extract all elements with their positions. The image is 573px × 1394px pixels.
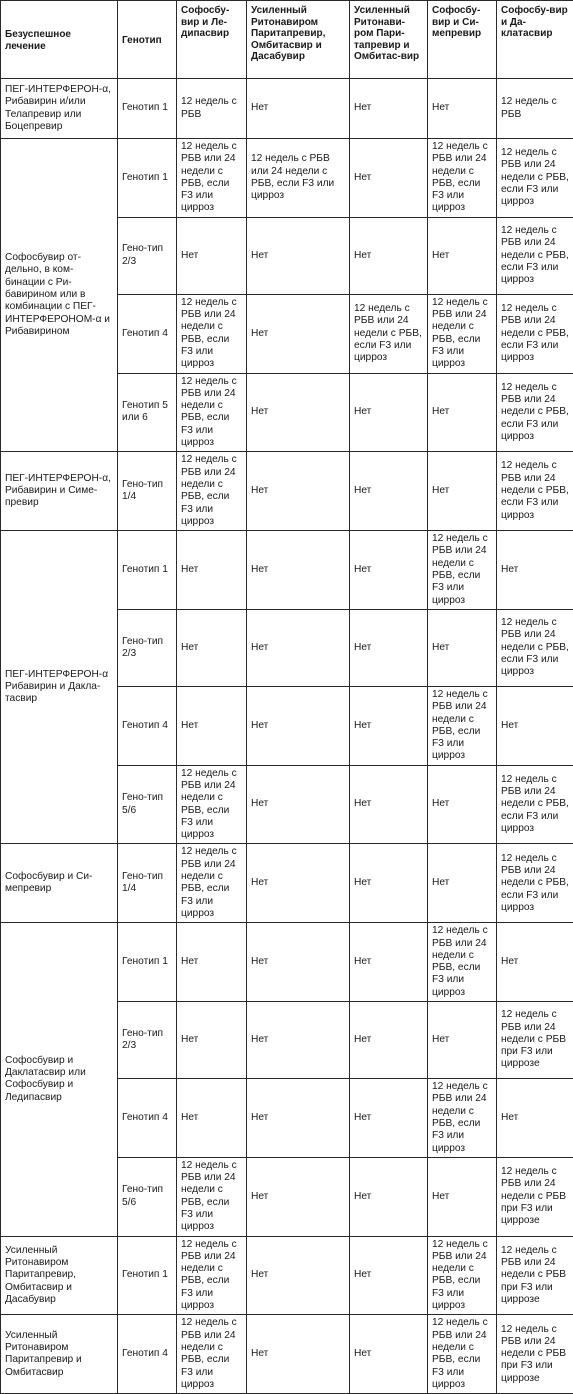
regimen-cell: Нет [177,686,247,765]
genotype-cell: Гено-тип 2/3 [118,1002,177,1079]
regimen-cell: Нет [428,844,497,923]
table-body [1,79,573,1394]
regimen-cell: Нет [177,1002,247,1079]
table-row [1,452,573,531]
regimen-cell: Нет [247,452,350,531]
failed-treatment-cell: ПЕГ-ИНТЕРФЕРОН-α, Рибавирин и Симе-превир [1,452,118,531]
header-sofosbuvir-daclatasvir: Софосбу-вир и Да-клатасвир [497,1,573,79]
table-row [1,844,573,923]
table-row [1,1236,573,1315]
genotype-cell: Генотип 1 [118,923,177,1002]
genotype-cell: Генотип 4 [118,1079,177,1158]
regimen-cell: Нет [428,1157,497,1236]
regimen-cell: 12 недель с РБВ или 24 недели с РБВ при F3 или циррозе [497,1157,573,1236]
failed-treatment-cell: Софосбувир и Си-мепревир [1,844,118,923]
regimen-cell: 12 недель с РБВ или 24 недели с РБВ при F3 или циррозе [497,1315,573,1394]
regimen-cell: Нет [497,686,573,765]
header-paritaprevir-ombitasvir-dasabuvir: Усиленный Ритонавиром Паритапревир, Омбитасвир и Дасабувир [247,1,350,79]
table-row [1,79,573,139]
genotype-cell: Генотип 5 или 6 [118,373,177,452]
regimen-cell: Нет [177,609,247,686]
regimen-cell: 12 недель с РБВ или 24 недели с РБВ при F3 или циррозе [497,1002,573,1079]
regimen-cell: 12 недель с РБВ или 24 недели с РБВ, если F3 или цирроз [428,1079,497,1158]
regimen-cell: Нет [350,686,428,765]
regimen-cell: Нет [350,609,428,686]
regimen-cell: Нет [497,923,573,1002]
regimen-cell: Нет [497,1079,573,1158]
header-row [1,1,573,79]
regimen-cell: 12 недель с РБВ или 24 недели с РБВ, если F3 или цирроз [497,217,573,294]
regimen-cell: Нет [177,923,247,1002]
regimen-cell: Нет [247,609,350,686]
regimen-cell: 12 недель с РБВ или 24 недели с РБВ, если F3 или цирроз [428,294,497,373]
regimen-cell: 12 недель с РБВ или 24 недели с РБВ, если F3 или цирроз [428,923,497,1002]
regimen-cell: 12 недель с РБВ или 24 недели с РБВ, если F3 или цирроз [497,294,573,373]
regimen-cell: 12 недель с РБВ или 24 недели с РБВ при F3 или циррозе [497,1236,573,1315]
regimen-cell: 12 недель с РБВ или 24 недели с РБВ, если F3 или цирроз [177,294,247,373]
regimen-cell: Нет [247,1315,350,1394]
genotype-cell: Генотип 1 [118,531,177,610]
regimen-cell: 12 недель с РБВ или 24 недели с РБВ, если F3 или цирроз [177,844,247,923]
regimen-cell: Нет [350,1236,428,1315]
regimen-cell: 12 недель с РБВ или 24 недели с РБВ, если F3 или цирроз [177,1236,247,1315]
regimen-cell: 12 недель с РБВ или 24 недели с РБВ, если F3 или цирроз [177,1157,247,1236]
regimen-cell: Нет [247,686,350,765]
regimen-cell: Нет [177,531,247,610]
genotype-cell: Генотип 1 [118,1236,177,1315]
regimen-cell: 12 недель с РБВ или 24 недели с РБВ, если F3 или цирроз [350,294,428,373]
genotype-cell: Генотип 1 [118,79,177,139]
genotype-cell: Гено-тип 1/4 [118,844,177,923]
regimen-cell: 12 недель с РБВ или 24 недели с РБВ, если F3 или цирроз [177,452,247,531]
header-failed-treatment: Безуспешное лечение [1,1,118,79]
regimen-cell: 12 недель с РБВ или 24 недели с РБВ, если F3 или цирроз [428,1315,497,1394]
regimen-cell: Нет [428,452,497,531]
genotype-cell: Генотип 4 [118,686,177,765]
table-row [1,923,573,1002]
regimen-cell: Нет [350,217,428,294]
regimen-cell: 12 недель с РБВ или 24 недели с РБВ, если F3 или цирроз [428,139,497,218]
regimen-cell: 12 недель с РБВ или 24 недели с РБВ, если F3 или цирроз [428,1236,497,1315]
regimen-cell: 12 недель с РБВ или 24 недели с РБВ, если F3 или цирроз [428,686,497,765]
regimen-cell: 12 недель с РБВ или 24 недели с РБВ, если F3 или цирроз [177,1315,247,1394]
regimen-cell: Нет [247,531,350,610]
failed-treatment-cell: Усиленный Ритонавиром Паритапревир и Омбитасвир [1,1315,118,1394]
regimen-cell: Нет [350,1079,428,1158]
header-paritaprevir-ombitasvir: Усиленный Ритонави-ром Пари-тапревир и Омбитас-вир [350,1,428,79]
regimen-cell: Нет [247,923,350,1002]
regimen-cell: 12 недель с РБВ или 24 недели с РБВ, если F3 или цирроз [497,452,573,531]
genotype-cell: Генотип 4 [118,1315,177,1394]
failed-treatment-cell: Софосбувир от-дельно, в ком-бинации с Ри-бавирином или в комбинации с ПЕГ-ИНТЕРФЕРОНОМ-α и Рибавирином [1,139,118,452]
regimen-cell: Нет [247,1236,350,1315]
regimen-cell: Нет [350,1002,428,1079]
failed-treatment-cell: Софосбувир и Даклатасвир или Софосбувир и Ледипасвир [1,923,118,1236]
regimen-cell: Нет [247,844,350,923]
failed-treatment-cell: ПЕГ-ИНТЕРФЕРОН-α, Рибавирин и/или Телапревир или Боцепревир [1,79,118,139]
genotype-cell: Генотип 1 [118,139,177,218]
regimen-cell: 12 недель с РБВ или 24 недели с РБВ, если F3 или цирроз [177,765,247,844]
header-genotype: Генотип [118,1,177,79]
regimen-cell: Нет [350,844,428,923]
genotype-cell: Гено-тип 2/3 [118,217,177,294]
regimen-cell: Нет [428,765,497,844]
regimen-cell: Нет [177,1079,247,1158]
regimen-cell: 12 недель с РБВ или 24 недели с РБВ, если F3 или цирроз [177,139,247,218]
regimen-cell: Нет [428,373,497,452]
regimen-cell: 12 недель с РБВ или 24 недели с РБВ, если F3 или цирроз [247,139,350,218]
regimen-cell: Нет [247,294,350,373]
table-row [1,531,573,610]
regimen-cell: Нет [350,1157,428,1236]
regimen-cell: Нет [247,217,350,294]
genotype-cell: Гено-тип 1/4 [118,452,177,531]
regimen-cell: Нет [350,373,428,452]
regimen-cell: 12 недель с РБВ или 24 недели с РБВ, если F3 или цирроз [497,765,573,844]
genotype-cell: Генотип 4 [118,294,177,373]
regimen-cell: Нет [350,531,428,610]
regimen-cell: Нет [247,1157,350,1236]
failed-treatment-cell: Усиленный Ритонавиром Паритапревир, Омбитасвир и Дасабувир [1,1236,118,1315]
regimen-cell: 12 недель с РБВ или 24 недели с РБВ, если F3 или цирроз [497,373,573,452]
regimen-cell: Нет [428,217,497,294]
regimen-cell: Нет [428,1002,497,1079]
table-row [1,139,573,218]
regimen-cell: Нет [247,1079,350,1158]
header-sofosbuvir-simeprevir: Софосбу-вир и Си-мепревир [428,1,497,79]
regimen-cell: Нет [428,79,497,139]
genotype-cell: Гено-тип 5/6 [118,765,177,844]
regimen-cell: Нет [350,139,428,218]
regimen-cell: 12 недель с РБВ [177,79,247,139]
regimen-cell: Нет [428,609,497,686]
regimen-cell: Нет [247,765,350,844]
regimen-cell: 12 недель с РБВ или 24 недели с РБВ, если F3 или цирроз [497,844,573,923]
failed-treatment-cell: ПЕГ-ИНТЕРФЕРОН-α Рибавирин и Дакла-тасвир [1,531,118,844]
regimen-cell: Нет [350,923,428,1002]
regimen-cell: Нет [177,217,247,294]
regimen-cell: Нет [497,531,573,610]
regimen-cell: Нет [247,373,350,452]
header-sofosbuvir-ledipasvir: Софосбу-вир и Ле-дипасвир [177,1,247,79]
regimen-cell: Нет [247,79,350,139]
regimen-cell: Нет [350,452,428,531]
regimen-cell: 12 недель с РБВ [497,79,573,139]
regimen-cell: 12 недель с РБВ или 24 недели с РБВ, если F3 или цирроз [497,139,573,218]
regimen-cell: 12 недель с РБВ или 24 недели с РБВ, если F3 или цирроз [177,373,247,452]
regimen-cell: Нет [350,79,428,139]
regimen-cell: 12 недель с РБВ или 24 недели с РБВ, если F3 или цирроз [497,609,573,686]
regimen-cell: 12 недель с РБВ или 24 недели с РБВ, если F3 или цирроз [428,531,497,610]
genotype-cell: Гено-тип 5/6 [118,1157,177,1236]
regimen-cell: Нет [350,1315,428,1394]
regimen-cell: Нет [350,765,428,844]
regimen-cell: Нет [247,1002,350,1079]
genotype-cell: Гено-тип 2/3 [118,609,177,686]
